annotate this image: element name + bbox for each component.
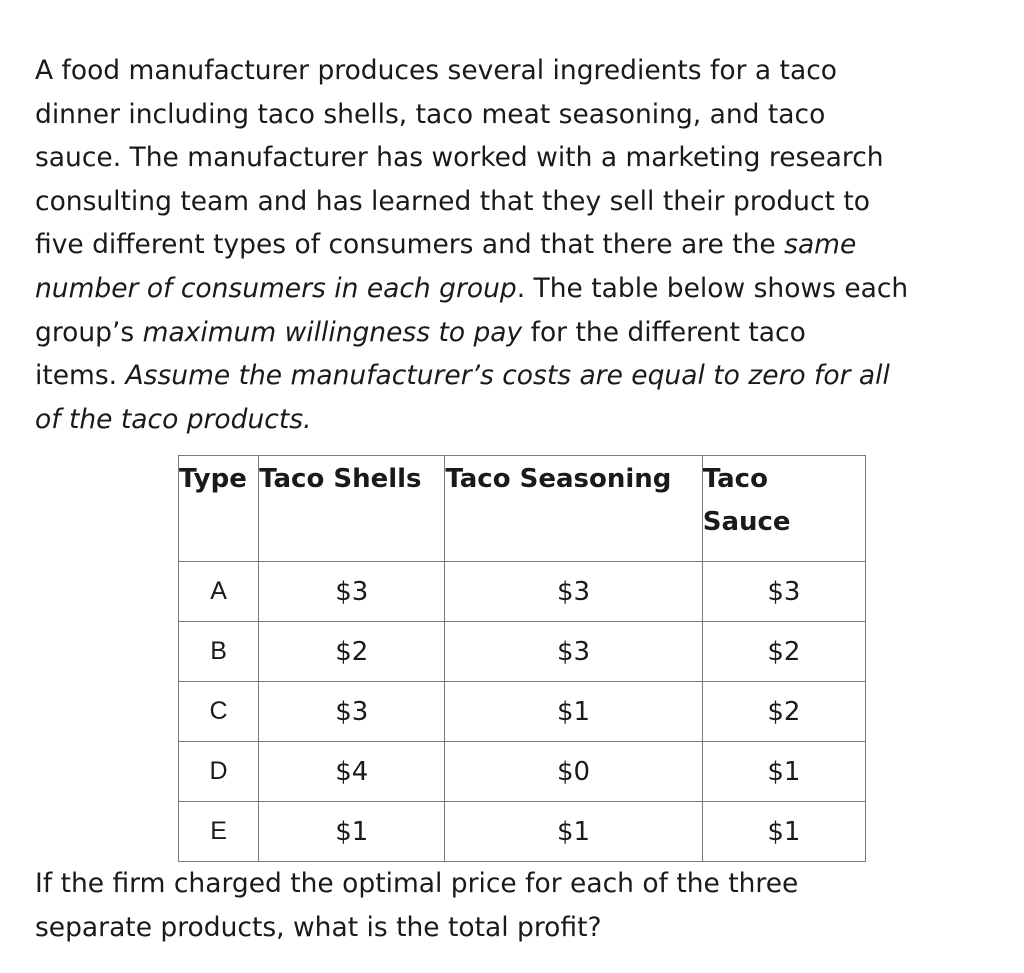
emphasis-max-wtp: maximum willingness to pay [142,316,523,348]
cell-seasoning: $3 [445,622,702,682]
intro-line-7 [35,311,1015,355]
header-taco-sauce [702,456,865,562]
emphasis-same: same [784,229,857,261]
cell-seasoning: $1 [445,682,702,742]
intro-line-7-text-a: group’s [35,316,143,348]
intro-line-3: sauce. The manufacturer has worked with a marketing research [35,142,884,174]
intro-line-5-text: five different types of consumers and that there are the [35,229,785,261]
emphasis-cost-assumption: Assume the manufacturer’s costs are equal to zero for all [125,360,890,392]
cell-sauce: $3 [702,562,865,622]
cell-seasoning: $1 [445,802,702,862]
emphasis-cost-assumption-cont: of the taco products. [35,403,312,435]
intro-line-8 [35,354,1015,398]
header-taco-seasoning: Taco Seasoning [445,456,702,562]
problem-intro [35,49,1015,441]
cell-type: B [179,622,259,682]
header-taco-shells: Taco Shells [259,456,445,562]
cell-shells: $4 [259,742,445,802]
table-row [179,622,866,682]
cell-type: D [179,742,259,802]
cell-shells: $2 [259,622,445,682]
cell-seasoning: $0 [445,742,702,802]
table-row [179,682,866,742]
cell-sauce: $1 [702,742,865,802]
question-line-1: If the firm charged the optimal price for each of the three [35,868,799,899]
cell-shells: $1 [259,802,445,862]
willingness-to-pay-table [178,455,866,862]
intro-line-6 [35,267,1015,311]
table-row [179,802,866,862]
emphasis-number-of-consumers: number of consumers in each group [35,272,517,304]
header-type: Type [179,456,259,562]
question-text [35,862,1015,949]
intro-line-6-text: . The table below shows each [516,272,909,304]
question-line-2: separate products, what is the total profit? [35,911,602,943]
cell-shells: $3 [259,682,445,742]
intro-line-1: A food manufacturer produces several ingredients for a taco [35,55,837,86]
intro-line-5 [35,223,1015,267]
intro-line-9 [35,398,1015,442]
cell-type: C [179,682,259,742]
cell-sauce: $1 [702,802,865,862]
cell-shells: $3 [259,562,445,622]
intro-line-7-text-c: for the different taco [522,316,806,348]
table-header-row [179,456,866,562]
intro-line-8-text: items. [35,360,126,392]
cell-sauce: $2 [702,622,865,682]
cell-seasoning: $3 [445,562,702,622]
cell-type: A [179,562,259,622]
intro-line-2: dinner including taco shells, taco meat seasoning, and taco [35,98,826,130]
table-row [179,742,866,802]
table-row [179,562,866,622]
header-taco-sauce-label: Taco Sauce [702,464,791,537]
intro-line-4: consulting team and has learned that they sell their product to [35,185,870,217]
cell-type: E [179,802,259,862]
cell-sauce: $2 [702,682,865,742]
